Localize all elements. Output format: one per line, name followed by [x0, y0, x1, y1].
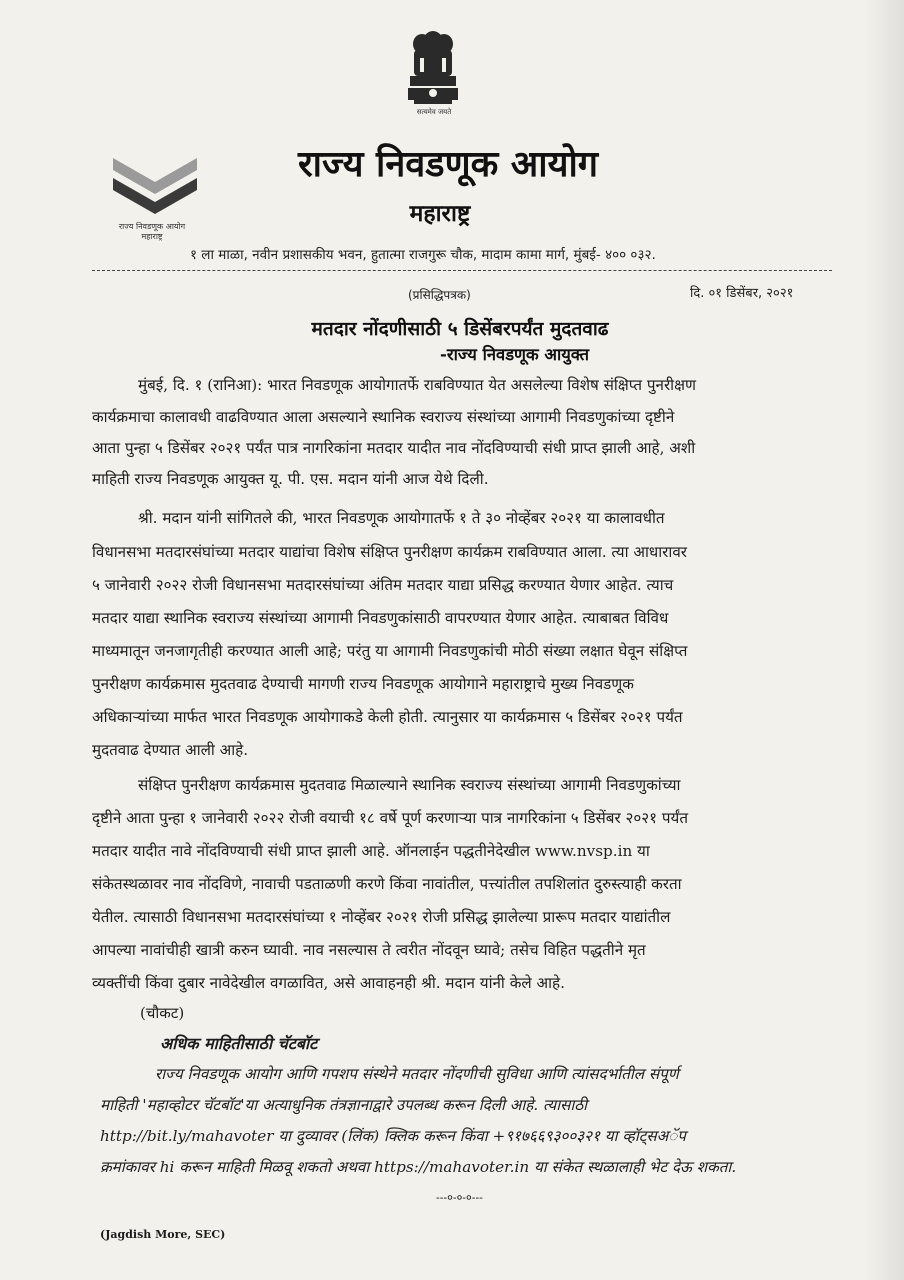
body-line: येतील. त्यासाठी विधानसभा मतदारसंघांच्या १ नोव्हेंबर २०२१ रोजी प्रसिद्ध झालेल्या प्रारूप मतदार याद्यांतील: [92, 908, 671, 926]
box-title: अधिक माहितीसाठी चॅटबॉट: [160, 1034, 318, 1053]
national-emblem-icon: [400, 30, 466, 120]
body-line: आता पुन्हा ५ डिसेंबर २०२१ पर्यंत पात्र नागरिकांना मतदार यादीत नाव नोंदविण्याची संधी प्राप्त झाली आहे, अशी: [92, 439, 696, 457]
body-line: व्यक्तींची किंवा दुबार नावेदेखील वगळावित, असे आवाहनही श्री. मदान यांनी केले आहे.: [92, 974, 565, 992]
press-release-label: (प्रसिद्धिपत्रक): [408, 288, 471, 302]
state-name: महाराष्ट्र: [409, 200, 471, 227]
body-line: ५ जानेवारी २०२२ रोजी विधानसभा मतदारसंघांच्या अंतिम मतदार याद्या प्रसिद्ध करण्यात येणार आहेत. त्याच: [92, 576, 674, 594]
body-line: माध्यमातून जनजागृतीही करण्यात आली आहे; परंतु या आगामी निवडणुकांची मोठी संख्या लक्षात घेवून संक्षिप्त: [92, 642, 688, 660]
body-line: कार्यक्रमाचा कालावधी वाढविण्यात आला असल्याने स्थानिक स्वराज्य संस्थांच्या आगामी निवडणुकांच्या दृष्टीने: [92, 408, 675, 426]
header-divider: [92, 270, 832, 271]
body-line: पुनरीक्षण कार्यक्रमास मुदतवाढ देण्याची मागणी राज्य निवडणूक आयोगाने महाराष्ट्राचे मुख्य निवडणूक: [92, 675, 634, 693]
box-line: राज्य निवडणूक आयोग आणि गपशप संस्थेने मतदार नोंदणीची सुविधा आणि त्यांसदर्भातील संपूर्ण: [155, 1065, 679, 1083]
body-line: दृष्टीने आता पुन्हा १ जानेवारी २०२२ रोजी वयाची १८ वर्षे पूर्ण करणाऱ्या पात्र नागरिकांना ५ डिसेंबर २०२१ पर्यंत: [92, 809, 688, 827]
organization-name: राज्य निवडणूक आयोग: [297, 143, 599, 185]
signature: (Jagdish More, SEC): [100, 1228, 226, 1241]
sec-logo-icon: [105, 150, 205, 220]
release-date: दि. ०१ डिसेंबर, २०२१: [690, 286, 794, 301]
body-line: संकेतस्थळावर नाव नोंदविणे, नावाची पडताळणी करणे किंवा नावांतील, पत्त्यांतील तपशिलांत दुरुस्त्याही करता: [92, 875, 682, 893]
office-address: १ ला माळा, नवीन प्रशासकीय भवन, हुतात्मा राजगुरू चौक, मादाम कामा मार्ग, मुंबई- ४०० ०३२.: [190, 247, 656, 263]
body-line: आपल्या नावांचीही खात्री करुन घ्यावी. नाव नसल्यास ते त्वरीत नोंदवून घ्यावे; तसेच विहित पद्धतीने मृत: [92, 941, 646, 959]
box-label: (चौकट): [140, 1004, 185, 1022]
body-line: विधानसभा मतदारसंघांच्या मतदार याद्यांचा विशेष संक्षिप्त पुनरीक्षण कार्यक्रम राबविण्यात आला. त्या आधारावर: [92, 543, 687, 561]
body-line: श्री. मदान यांनी सांगितले की, भारत निवडणूक आयोगातर्फे १ ते ३० नोव्हेंबर २०२१ या कालावधीत: [138, 509, 665, 527]
logo-caption: [92, 222, 212, 242]
body-line: मुदतवाढ देण्यात आली आहे.: [92, 741, 249, 759]
end-mark: ---०-०-०---: [436, 1191, 483, 1204]
subheadline: -राज्य निवडणूक आयुक्त: [440, 345, 590, 364]
box-line: माहिती 'महाव्होटर चॅटबॉट'या अत्याधुनिक तंत्रज्ञानाद्वारे उपलब्ध करून दिली आहे. त्यासाठी: [100, 1096, 588, 1114]
box-line: क्रमांकावर hi करून माहिती मिळवू शकतो अथवा https://mahavoter.in या संकेत स्थळालाही भेट देऊ शकता.: [100, 1158, 737, 1176]
emblem-motto: सत्यमेव जयते: [416, 108, 452, 116]
body-line: अधिकाऱ्यांच्या मार्फत भारत निवडणूक आयोगाकडे केली होती. त्यानुसार या कार्यक्रमास ५ डिसेंबर २०२१ पर्यंत: [92, 708, 683, 726]
headline: मतदार नोंदणीसाठी ५ डिसेंबरपर्यंत मुदतवाढ: [311, 318, 609, 340]
body-line: मतदार यादीत नावे नोंदविण्याची संधी प्राप्त झाली आहे. ऑनलाईन पद्धतीनेदेखील www.nvsp.in या: [92, 842, 650, 860]
page-edge-shadow: [864, 0, 904, 1280]
body-line: माहिती राज्य निवडणूक आयुक्त यू. पी. एस. मदान यांनी आज येथे दिली.: [92, 470, 489, 488]
body-line: मुंबई, दि. १ (रानिआ): भारत निवडणूक आयोगातर्फे राबविण्यात येत असलेल्या विशेष संक्षिप्त पुनरीक्षण: [138, 376, 696, 394]
body-line: संक्षिप्त पुनरीक्षण कार्यक्रमास मुदतवाढ मिळाल्याने स्थानिक स्वराज्य संस्थांच्या आगामी निवडणुकांच्या: [138, 776, 681, 794]
box-line: http://bit.ly/mahavoter या दुव्यावर (लिंक) क्लिक करून किंवा +९१७६६९३००३२१ या व्हॉट्सअॅप: [100, 1127, 686, 1145]
logo-caption-line2: महाराष्ट्र: [141, 232, 163, 241]
logo-caption-line1: राज्य निवडणूक आयोग: [118, 222, 186, 231]
body-line: मतदार याद्या स्थानिक स्वराज्य संस्थांच्या आगामी निवडणुकांसाठी वापरण्यात येणार आहेत. त्याबाबत विविध: [92, 609, 669, 627]
